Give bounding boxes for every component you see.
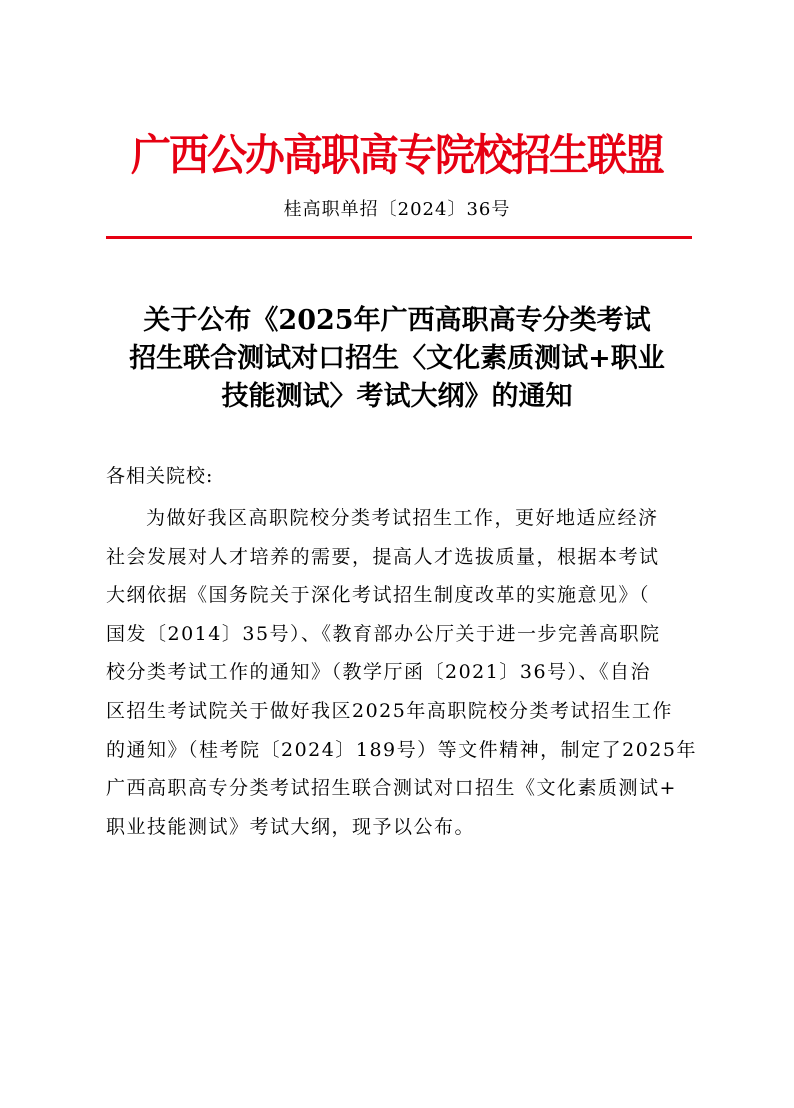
body-line: 职业技能测试》考试大纲，现予以公布。 xyxy=(106,815,476,838)
body-line: 为做好我区高职院校分类考试招生工作，更好地适应经济 xyxy=(146,507,659,529)
body-paragraph xyxy=(106,499,697,846)
notice-title xyxy=(100,302,694,416)
body-line: 广西高职高专分类考试招生联合测试对口招生《文化素质测试+ xyxy=(106,777,677,800)
org-header-title: 广西公办高职高专院校招生联盟 xyxy=(131,130,663,181)
body-line: 校分类考试工作的通知》（教学厅函〔2021〕36号）、《自治 xyxy=(106,661,652,684)
body-line: 的通知》（桂考院〔2024〕189号）等文件精神，制定了2025年 xyxy=(106,738,697,761)
document-number: 桂高职单招〔2024〕36号 xyxy=(283,199,511,220)
body-line: 社会发展对人才培养的需要，提高人才选拔质量，根据本考试 xyxy=(106,545,660,568)
body-line: 国发〔2014〕35号）、《教育部办公厅关于进一步完善高职院 xyxy=(106,622,661,645)
header-red-divider xyxy=(106,236,692,239)
notice-title-line: 关于公布《2025年广西高职高专分类考试 xyxy=(143,305,651,336)
notice-title-line: 技能测试〉考试大纲》的通知 xyxy=(221,381,573,412)
notice-title-line: 招生联合测试对口招生〈文化素质测试+职业 xyxy=(129,343,665,374)
body-line: 大纲依据《国务院关于深化考试招生制度改革的实施意见》（ xyxy=(106,584,651,607)
body-line: 区招生考试院关于做好我区2025年高职院校分类考试招生工作 xyxy=(106,699,673,722)
salutation: 各相关院校: xyxy=(106,465,214,487)
